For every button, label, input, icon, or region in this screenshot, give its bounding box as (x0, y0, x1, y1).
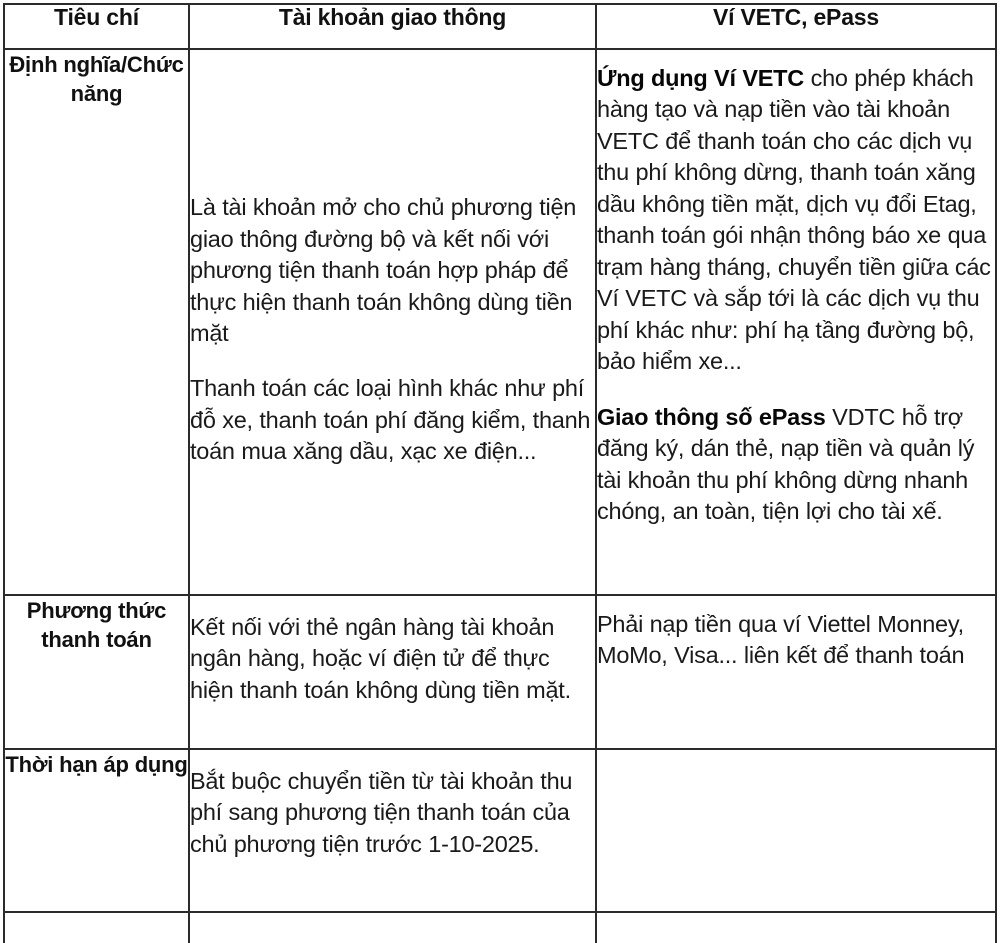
paragraph: Là tài khoản mở cho chủ phương tiện giao thông đường bộ và kết nối với phương tiện thanh toán hợp pháp để thực hiện thanh toán không dùng tiền mặt (190, 194, 577, 346)
paragraph (597, 402, 995, 528)
cell-effective-date-traffic-account (189, 749, 596, 912)
row-criteria-definition-label: Định nghĩa/Chức năng (9, 52, 184, 107)
cell-payment-method-wallet (596, 595, 996, 749)
row-criteria-payment-method-label: Phương thức thanh toán (26, 598, 167, 653)
paragraph: Bắt buộc chuyển tiền từ tài khoản thu phí sang phương tiện thanh toán của chủ phương tiện trước 1-10-2025. (190, 768, 573, 857)
paragraph-rest-vetc: cho phép khách hàng tạo và nạp tiền vào tài khoản VETC để thanh toán cho các dịch vụ thu phí không dừng, thanh toán xăng dầu không tiền mặt, dịch vụ đổi Etag, thanh toán gói nhận thông báo xe qua trạm hàng tháng, chuyển tiền giữa các Ví VETC và sắp tới là các dịch vụ thu phí khác như: phí hạ tầng đường bộ, bảo hiểm xe... (597, 65, 991, 375)
table-row (4, 595, 996, 749)
column-header-wallet (596, 4, 996, 49)
column-header-criteria (4, 4, 189, 49)
cell-definition-wallet (596, 49, 996, 595)
column-header-traffic-account (189, 4, 596, 49)
cell-definition-traffic-account (189, 49, 596, 595)
cell-partial-criteria (4, 912, 189, 943)
paragraph-rest-epass: VDTC hỗ trợ đăng ký, dán thẻ, nạp tiền và quản lý tài khoản thu phí không dừng nhanh chóng, an toàn, tiện lợi cho tài xế. (597, 403, 975, 525)
paragraph-lead-epass: Giao thông số ePass (597, 403, 826, 430)
row-criteria-payment-method (4, 595, 189, 749)
paragraph (597, 63, 995, 378)
table-row (4, 49, 996, 595)
paragraph: Thanh toán các loại hình khác như phí đỗ xe, thanh toán phí đăng kiểm, thanh toán mua xăng dầu, xạc xe điện... (190, 375, 591, 465)
cell-payment-method-traffic-account (189, 595, 596, 749)
comparison-table (3, 3, 997, 943)
table-row (4, 749, 996, 912)
paragraph-lead-vetc: Ứng dụng Ví VETC (597, 65, 804, 91)
cell-effective-date-wallet (596, 749, 996, 912)
table-row-partial (4, 912, 996, 943)
table-body (4, 49, 996, 943)
cell-partial-traffic-account (189, 912, 596, 943)
column-header-criteria-label: Tiêu chí (54, 4, 139, 30)
column-header-wallet-label: Ví VETC, ePass (713, 4, 879, 30)
row-criteria-definition (4, 49, 189, 595)
row-criteria-effective-date (4, 749, 189, 912)
cell-partial-wallet (596, 912, 996, 943)
row-criteria-effective-date-label: Thời hạn áp dụng (5, 752, 188, 777)
table-header (4, 4, 996, 49)
header-row (4, 4, 996, 49)
paragraph: Kết nối với thẻ ngân hàng tài khoản ngân hàng, hoặc ví điện tử để thực hiện thanh toán không dùng tiền mặt. (190, 614, 571, 703)
paragraph: Phải nạp tiền qua ví Viettel Monney, MoMo, Visa... liên kết để thanh toán (597, 611, 965, 669)
column-header-traffic-account-label: Tài khoản giao thông (278, 4, 507, 30)
